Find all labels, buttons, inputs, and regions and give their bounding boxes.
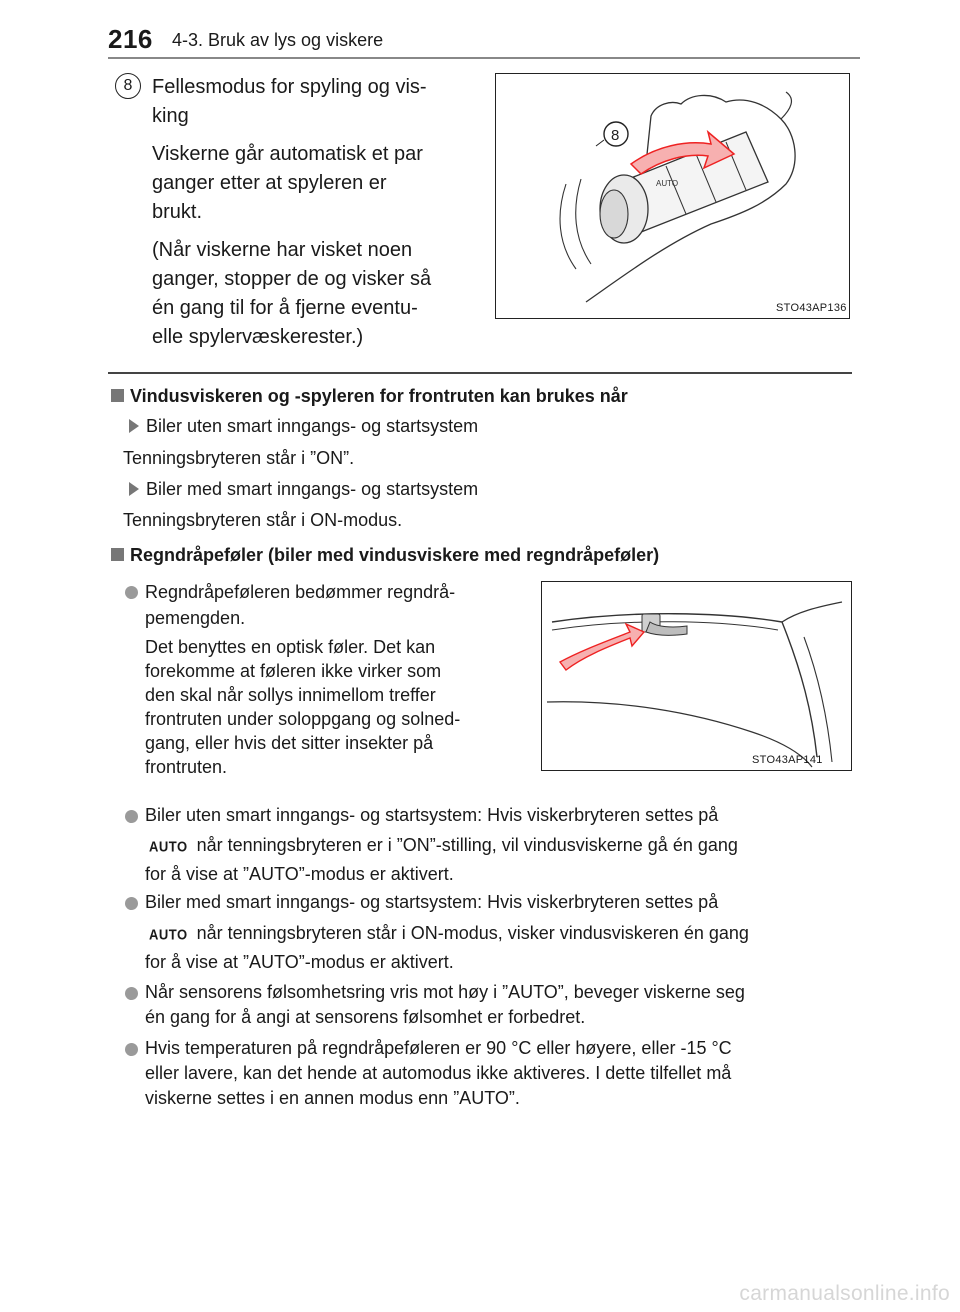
mode8-title-line2: king (152, 105, 189, 127)
rain-b2-line3: for å vise at ”AUTO”-modus er aktivert. (145, 864, 454, 884)
rain-heading: Regndråpeføler (biler med vindusviskere med regndråpeføler) (111, 545, 659, 566)
mode8-note-line4: elle spylervæskerester.) (152, 326, 364, 348)
mode8-note-line2: ganger, stopper de og visker så (152, 268, 432, 290)
section-title: 4-3. Bruk av lys og viskere (172, 30, 384, 50)
page-number: 216 (108, 24, 153, 54)
figure-code: STO43AP136 (776, 302, 847, 314)
usage-case1: Biler uten smart inngangs- og startsystem (129, 416, 478, 437)
rain-b1-line1: Regndråpeføleren bedømmer regndrå- (145, 582, 456, 602)
figure-callout-number: 8 (611, 127, 620, 144)
mode8-title-line1: Fellesmodus for spyling og vis- (152, 76, 427, 98)
rain-sensor-figure (541, 581, 852, 771)
item-number-badge: 8 (115, 73, 141, 99)
watermark: carmanualsonline.info (739, 1282, 950, 1305)
usage-case2-text: Tenningsbryteren står i ON-modus. (123, 510, 403, 530)
rain-b1-p2-line1: Det benyttes en optisk føler. Det kan (145, 637, 436, 657)
figure-code: STO43AP141 (752, 754, 823, 766)
rain-b5-line2: eller lavere, kan det hende at automodus ikke aktiveres. I dette tilfellet må (145, 1063, 732, 1083)
rain-b1-p2-line5: gang, eller hvis det sitter insekter på (145, 733, 434, 753)
auto-icon: AUTO (149, 926, 188, 943)
mode8-desc-line2: ganger etter at spyleren er (152, 172, 387, 194)
rain-b4-line1: Når sensorens følsomhetsring vris mot høy i ”AUTO”, beveger viskerne seg (145, 982, 745, 1002)
square-bullet-icon (111, 389, 124, 402)
round-bullet-icon (125, 586, 138, 599)
round-bullet-icon (125, 1043, 138, 1056)
rain-b1-line2: pemengden. (145, 608, 246, 628)
rain-b4-line2: én gang for å angi at sensorens følsomhet er forbedret. (145, 1007, 586, 1027)
windshield-illustration (542, 582, 850, 769)
auto-icon: AUTO (149, 838, 188, 855)
mode8-note-line3: én gang til for å fjerne eventu- (152, 297, 418, 319)
round-bullet-icon (125, 987, 138, 1000)
usage-heading: Vindusviskeren og -spyleren for frontruten kan brukes når (111, 386, 628, 407)
round-bullet-icon (125, 810, 138, 823)
rain-b3-line2-row: AUTO når tenningsbryteren står i ON-modus, visker vindusviskeren én gang (145, 921, 853, 947)
rain-b5-line1: Hvis temperaturen på regndråpeføleren er 90 °C eller høyere, eller -15 °C (145, 1038, 732, 1058)
rain-b1-p2-line4: frontruten under soloppgang og solned- (145, 709, 461, 729)
mode8-desc-line3: brukt. (152, 201, 203, 223)
triangle-bullet-icon (129, 419, 139, 433)
wiper-stalk-illustration (496, 74, 848, 317)
section-divider (108, 372, 852, 374)
rain-b3-line3: for å vise at ”AUTO”-modus er aktivert. (145, 952, 454, 972)
square-bullet-icon (111, 548, 124, 561)
wiper-stalk-figure (495, 73, 850, 319)
rain-b1-p2-line6: frontruten. (145, 757, 228, 777)
rain-b1-p2-line3: den skal når sollys innimellom treffer (145, 685, 436, 705)
rain-b3-line1: Biler med smart inngangs- og startsystem: Hvis viskerbryteren settes på (145, 892, 719, 912)
usage-case2: Biler med smart inngangs- og startsystem (129, 479, 478, 500)
mode8-note-line1: (Når viskerne har visket noen (152, 239, 413, 261)
rain-b1-p2-line2: forekomme at føleren ikke virker som (145, 661, 442, 681)
usage-case1-text: Tenningsbryteren står i ”ON”. (123, 448, 355, 468)
header-rule (108, 57, 860, 59)
rain-b2-line2-row: AUTO når tenningsbryteren er i ”ON”-stilling, vil vindusviskerne gå én gang (145, 833, 853, 859)
page-header (108, 24, 860, 58)
rain-b5-line3: viskerne settes i en annen modus enn ”AUTO”. (145, 1088, 520, 1108)
triangle-bullet-icon (129, 482, 139, 496)
figure-auto-label: AUTO (656, 179, 679, 188)
round-bullet-icon (125, 897, 138, 910)
rain-b2-line1: Biler uten smart inngangs- og startsystem: Hvis viskerbryteren settes på (145, 805, 719, 825)
mode8-desc-line1: Viskerne går automatisk et par (152, 143, 423, 165)
